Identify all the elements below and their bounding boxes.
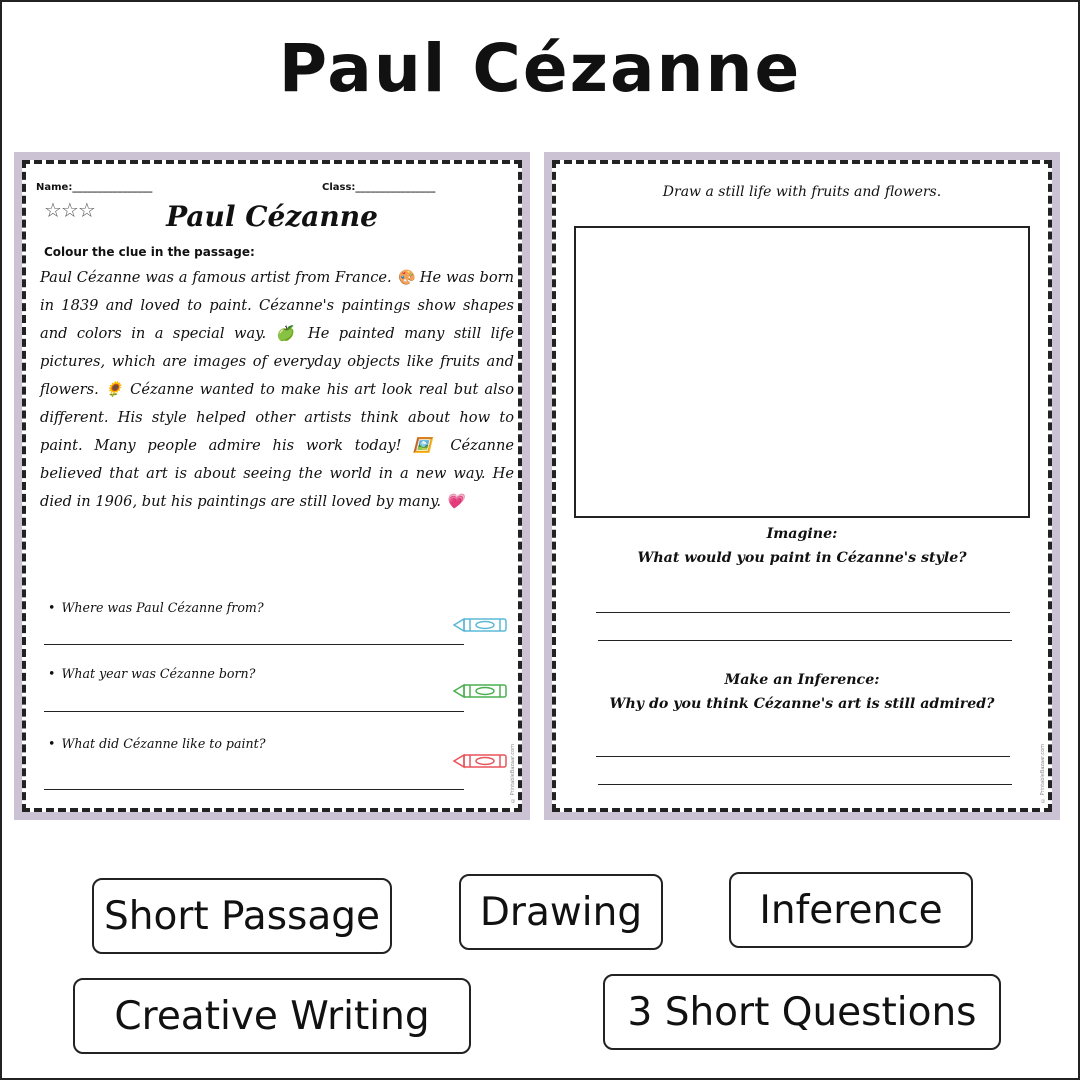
red-crayon-icon [452,752,512,770]
green-crayon-icon [452,682,512,700]
worksheet-passage-page [22,160,522,812]
inference-answer-line-2[interactable] [598,784,1012,785]
imagine-answer-line-1[interactable] [596,612,1010,613]
worksheet-passage-preview [14,152,530,820]
question-2-text: What year was Cézanne born? [61,666,256,681]
rating-stars-icon: ☆☆☆ [44,198,95,222]
worksheet-title: Paul Cézanne [166,200,378,233]
tag-drawing: Drawing [459,874,663,950]
credit-text: © PrintableBazaar.com [510,744,516,803]
drawing-box[interactable] [574,226,1030,518]
inference-label: Make an Inference: [724,672,880,688]
question-1 [48,600,264,615]
drawing-prompt: Draw a still life with fruits and flowers. [662,184,942,200]
question-2 [48,666,255,681]
worksheet-activity-page [552,160,1052,812]
reading-passage: Paul Cézanne was a famous artist from France. 🎨 He was born in 1839 and loved to paint. Cézanne's paintings show shapes and colors in a special way. 🍏 He painted many still life pictures, which are images of everyday objects like fruits and flowers. 🌻 Cézanne wanted to make his art look real but also different. His style helped other artists think about how to paint. Many people admire his work today! 🖼️ Cézanne believed that art is about seeing the world in a new way. He died in 1906, but his paintings are still loved by many. 💗 [40,269,514,510]
credit-text: © PrintableBazaar.com [1040,744,1046,803]
tag-3-short-questions: 3 Short Questions [603,974,1001,1050]
inference-answer-line-1[interactable] [596,756,1010,757]
bullet-icon: • [48,736,56,751]
tag-short-passage: Short Passage [92,878,392,954]
imagine-question: What would you paint in Cézanne's style? [637,550,967,566]
answer-line-1[interactable] [44,644,464,645]
inference-question: Why do you think Cézanne's art is still admired? [609,696,995,712]
question-3-text: What did Cézanne like to paint? [61,736,266,751]
blue-crayon-icon [452,616,512,634]
bullet-icon: • [48,666,56,681]
worksheet-activity-preview [544,152,1060,820]
bullet-icon: • [48,600,56,615]
passage-instruction: Colour the clue in the passage: [44,245,255,259]
tag-creative-writing: Creative Writing [73,978,471,1054]
class-field-label: Class:________________ [322,182,436,193]
imagine-answer-line-2[interactable] [598,640,1012,641]
imagine-label: Imagine: [766,526,838,542]
answer-line-2[interactable] [44,711,464,712]
page-title: Paul Cézanne [278,30,802,107]
question-3 [48,736,265,751]
tag-inference: Inference [729,872,973,948]
question-1-text: Where was Paul Cézanne from? [61,600,264,615]
answer-line-3[interactable] [44,789,464,790]
name-field-label: Name:________________ [36,182,153,193]
